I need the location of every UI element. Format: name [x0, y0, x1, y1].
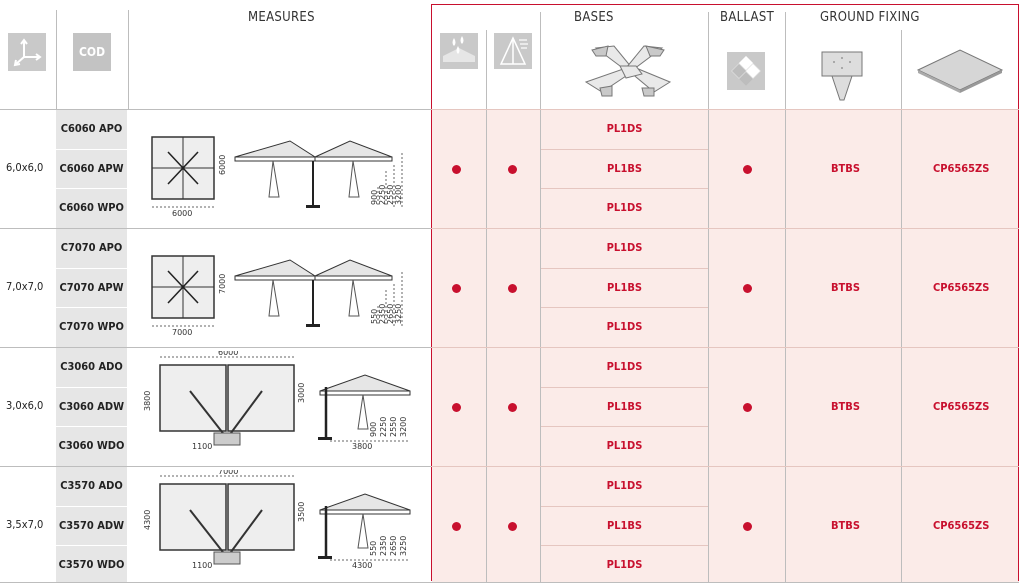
- dimension-label: 3250: [394, 303, 403, 324]
- measures-drawing-holder: [130, 246, 430, 340]
- canopy: [235, 141, 315, 157]
- product-code: C3060 ADO: [60, 360, 123, 373]
- dimension-label: 550: [370, 308, 379, 324]
- cod-header: COD: [73, 33, 111, 71]
- dimension-label: 900: [369, 421, 378, 437]
- dimension-label: 3000: [297, 382, 306, 403]
- ballast-available-dot: [743, 403, 752, 412]
- ballast-available-dot: [743, 522, 752, 531]
- dimension-label: 3200: [394, 184, 403, 205]
- row-separator: [431, 228, 1019, 229]
- canopy: [235, 260, 315, 276]
- water-drops-icon: [440, 33, 478, 69]
- row-separator: [431, 347, 1019, 348]
- base-code: PL1BS: [606, 399, 643, 413]
- bases-header: BASES: [574, 10, 614, 25]
- ground-spike-code: BTBS: [831, 281, 860, 294]
- base-code: PL1BS: [606, 280, 643, 294]
- divider: [128, 10, 129, 109]
- ground-spike-icon: [818, 48, 866, 106]
- cell-divider: [541, 268, 708, 269]
- wind-available-dot: [508, 522, 517, 531]
- row-separator: [431, 466, 1019, 467]
- drape: [358, 395, 368, 429]
- plan-panel: [160, 484, 226, 550]
- canopy-frame: [315, 157, 392, 161]
- cell-divider: [56, 188, 127, 189]
- dimension-label: 2650: [389, 535, 398, 556]
- dimension-label: 7000: [218, 273, 227, 294]
- wind-resistance-icon: [494, 33, 532, 69]
- 3d-axes-icon: [8, 33, 46, 71]
- product-code: C3570 WDO: [58, 558, 125, 571]
- dimension-label: 3800: [352, 442, 373, 451]
- dimension-label: 2250: [378, 184, 387, 205]
- base-code: PL1DS: [606, 360, 643, 373]
- canopy-frame: [235, 276, 315, 280]
- canopy-frame: [235, 157, 315, 161]
- cell-divider: [56, 545, 127, 546]
- dimension-label: 2650: [386, 303, 395, 324]
- cell-divider: [56, 426, 127, 427]
- dimension-label: 4300: [352, 561, 373, 570]
- dimension-label: 2350: [379, 535, 388, 556]
- dimension-label: 3500: [297, 501, 306, 522]
- canopy-frame: [315, 276, 392, 280]
- product-code: C7070 APO: [60, 241, 123, 254]
- dimension-label: 6000: [172, 209, 193, 217]
- divider: [56, 10, 57, 109]
- wind-available-dot: [508, 403, 517, 412]
- ground-spike-code: BTBS: [831, 400, 860, 413]
- cell-divider: [541, 426, 708, 427]
- base-code: PL1BS: [606, 518, 643, 532]
- size-label: 3,0x6,0: [6, 399, 44, 412]
- wind-available-dot: [508, 165, 517, 174]
- product-code: C6060 APO: [60, 122, 123, 135]
- product-code: C7070 WPO: [59, 320, 124, 333]
- cell-divider: [56, 506, 127, 507]
- canopy: [320, 375, 410, 391]
- divider: [486, 30, 487, 583]
- dimension-label: 6000: [218, 351, 239, 357]
- drape: [269, 280, 279, 316]
- plan-panel: [228, 484, 294, 550]
- cell-divider: [541, 506, 708, 507]
- plan-base: [214, 433, 240, 445]
- measures-drawing: [130, 351, 430, 461]
- ground-plate-code: CP6565ZS: [933, 519, 990, 532]
- base-code: PL1DS: [606, 479, 643, 492]
- drape: [349, 280, 359, 316]
- dimension-label: 4300: [143, 509, 152, 530]
- dimension-label: 6000: [218, 154, 227, 175]
- measures-drawing-holder: [130, 127, 430, 221]
- divider: [901, 30, 902, 583]
- product-code: C7070 APW: [59, 280, 124, 294]
- wind-available-dot: [508, 284, 517, 293]
- base: [306, 324, 320, 327]
- drape: [269, 161, 279, 197]
- size-label: 3,5x7,0: [6, 518, 44, 531]
- measures-drawing-holder: [130, 351, 430, 465]
- ground-spike-code: BTBS: [831, 519, 860, 532]
- measures-header: MEASURES: [248, 10, 315, 25]
- dimension-label: 2350: [378, 303, 387, 324]
- product-code: C6060 APW: [59, 161, 124, 175]
- product-code: C3060 ADW: [58, 399, 125, 413]
- product-code: C3060 WDO: [58, 439, 125, 452]
- canopy: [315, 260, 392, 276]
- dimension-label: 3800: [143, 390, 152, 411]
- size-label: 6,0x6,0: [6, 161, 44, 174]
- cell-divider: [56, 307, 127, 308]
- drape: [358, 514, 368, 548]
- waterproof-available-dot: [452, 165, 461, 174]
- measures-drawing: [130, 246, 430, 336]
- dimension-label: 1100: [192, 561, 213, 570]
- plan-panel: [228, 365, 294, 431]
- ground-plate-icon: [914, 48, 1006, 98]
- product-code: C6060 WPO: [59, 201, 124, 214]
- ground-plate-code: CP6565ZS: [933, 281, 990, 294]
- canopy-frame: [320, 510, 410, 514]
- dimension-label: 7000: [172, 328, 193, 336]
- row-separator: [431, 109, 1019, 110]
- cell-divider: [541, 149, 708, 150]
- dimension-label: 7000: [218, 470, 239, 476]
- base-code: PL1DS: [606, 320, 643, 333]
- cell-divider: [541, 387, 708, 388]
- ballast-tiles-icon: [727, 52, 765, 90]
- waterproof-available-dot: [452, 522, 461, 531]
- ground-spike-code: BTBS: [831, 162, 860, 175]
- dimension-label: 2550: [389, 416, 398, 437]
- ground-fixing-header: GROUND FIXING: [820, 10, 920, 25]
- base: [318, 437, 332, 440]
- dimension-label: 3200: [399, 416, 408, 437]
- ballast-available-dot: [743, 284, 752, 293]
- ground-plate-code: CP6565ZS: [933, 162, 990, 175]
- base-code: PL1BS: [606, 161, 643, 175]
- measures-drawing-holder: [130, 470, 430, 584]
- dimension-label: 3250: [399, 535, 408, 556]
- cross-base-icon: [582, 42, 674, 104]
- divider: [785, 12, 786, 583]
- divider: [708, 12, 709, 583]
- dimension-label: 2250: [379, 416, 388, 437]
- canopy-frame: [320, 391, 410, 395]
- base: [306, 205, 320, 208]
- ballast-header: BALLAST: [720, 10, 775, 25]
- product-code: C3570 ADO: [60, 479, 123, 492]
- drape: [349, 161, 359, 197]
- base-code: PL1DS: [606, 439, 643, 452]
- cell-divider: [541, 188, 708, 189]
- size-label: 7,0x7,0: [6, 280, 44, 293]
- plan-base: [214, 552, 240, 564]
- waterproof-available-dot: [452, 403, 461, 412]
- base-code: PL1DS: [606, 558, 643, 571]
- dimension-label: 1100: [192, 442, 213, 451]
- cell-divider: [541, 307, 708, 308]
- canopy: [315, 141, 392, 157]
- measures-drawing: [130, 470, 430, 580]
- base-code: PL1DS: [606, 122, 643, 135]
- dimension-label: 2550: [386, 184, 395, 205]
- cell-divider: [56, 387, 127, 388]
- base-code: PL1DS: [606, 201, 643, 214]
- base-code: PL1DS: [606, 241, 643, 254]
- cell-divider: [541, 545, 708, 546]
- dimension-label: 550: [369, 540, 378, 556]
- measures-drawing: [130, 127, 430, 217]
- plan-panel: [160, 365, 226, 431]
- canopy: [320, 494, 410, 510]
- dimension-label: 900: [370, 189, 379, 205]
- cell-divider: [56, 149, 127, 150]
- product-code: C3570 ADW: [58, 518, 125, 532]
- ballast-available-dot: [743, 165, 752, 174]
- waterproof-available-dot: [452, 284, 461, 293]
- base: [318, 556, 332, 559]
- cell-divider: [56, 268, 127, 269]
- ground-plate-code: CP6565ZS: [933, 400, 990, 413]
